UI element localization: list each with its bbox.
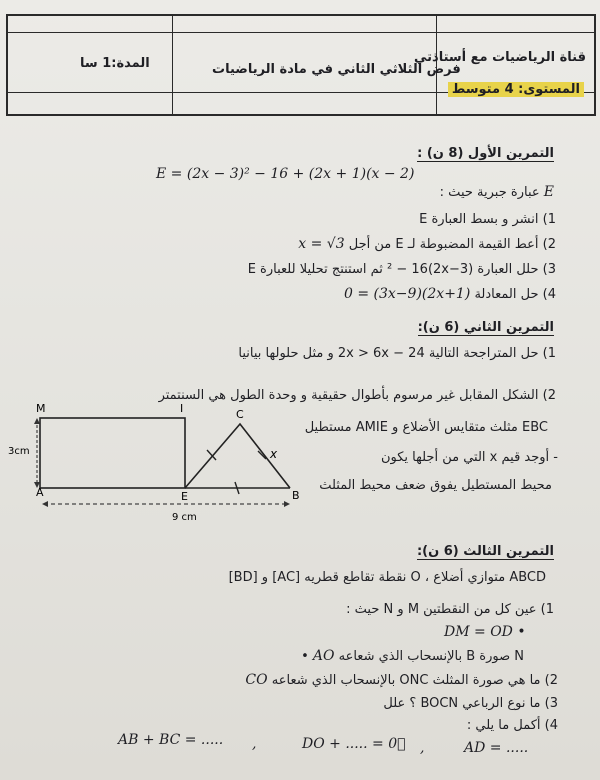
complete-item-3: AD = .....: [464, 740, 529, 756]
separator: ,: [420, 740, 425, 756]
duration-label: المدة:1 سا: [80, 56, 150, 71]
ex2-q2: 2) الشكل المقابل غير مرسوم بأطوال حقيقية و وحدة الطول هي السنتمتر: [158, 388, 556, 403]
label-m: M: [36, 402, 46, 415]
complete-item-1: AB + BC = .....: [118, 732, 224, 748]
complete-item-2: DO + ..... = 0⃗: [302, 736, 406, 752]
channel-name: قناة الرياضيات مع أستاذتي: [413, 50, 586, 65]
ex3-q1a: DM = OD •: [444, 624, 526, 640]
ex3-intro: ABCD متوازي أضلاع ، O نقطة تقاطع قطريه [AC] و [BD]: [228, 570, 546, 585]
ex2-q2-line3: - أوجد قيم x التي من أجلها يكون: [380, 450, 558, 465]
exam-title: فرض الثلاثي الثاني في مادة الرياضيات: [212, 62, 461, 77]
tick-mark: [207, 450, 216, 460]
label-i: I: [180, 402, 184, 415]
ex1-q1: 1) انشر و بسط العبارة E: [419, 212, 556, 227]
ex1-title: التمرين الأول (8 ن) :: [417, 146, 554, 161]
ex1-q2: 2) أعط القيمة المضبوطة لـ E من أجل x = √3: [298, 236, 556, 252]
separator: ,: [252, 736, 257, 752]
level-label: المستوى: 4 متوسط: [448, 82, 584, 97]
ex3-q1: 1) عين كل من النقطتين M و N حيث :: [346, 602, 554, 617]
ex2-title: التمرين الثاني (6 ن):: [417, 320, 554, 335]
label-e: E: [181, 490, 188, 503]
ex1-q3: 3) حلل العبارة (2x−3)² − 16 ثم استنتج تحليلا للعبارة E: [247, 262, 556, 277]
ex3-q4: 4) أكمل ما يلي :: [466, 718, 558, 733]
ex3-q2: 2) ما هي صورة المثلث ONC بالإنسحاب الذي شعاعه CO: [245, 672, 558, 688]
rectangle-amie: [40, 418, 185, 488]
ex3-q3: 3) ما نوع الرباعي BOCN ؟ علل: [383, 696, 558, 711]
ex3-q1b: N صورة B بالإنسحاب الذي شعاعه AO •: [301, 648, 524, 664]
label-b: B: [292, 489, 300, 502]
ex3-title: التمرين الثالث (6 ن):: [416, 544, 554, 559]
label-height: 3cm: [8, 446, 30, 457]
ex2-q2-line2: EBC مثلث متقايس الأضلاع و AMIE مستطيل: [304, 420, 548, 435]
geometry-figure: [0, 396, 310, 528]
ex1-intro: E عبارة جبرية حيث :: [439, 184, 554, 200]
header-table: [6, 14, 596, 116]
label-x: x: [270, 447, 278, 461]
ex2-q1: 1) حل المتراجحة التالية 24 − 2x > 6x و مثل حلولها بيانيا: [238, 346, 556, 361]
ex1-formula: E = (2x − 3)² − 16 + (2x + 1)(x − 2): [156, 166, 415, 182]
label-c: C: [236, 408, 244, 421]
label-a: A: [36, 486, 44, 499]
label-width: 9 cm: [172, 512, 197, 523]
ex1-q4: 4) حل المعادلة (2x+1)(3x−9) = 0: [343, 286, 556, 302]
ex2-q2-line4: محيط المستطيل يفوق ضعف محيط المثلث: [319, 478, 552, 493]
